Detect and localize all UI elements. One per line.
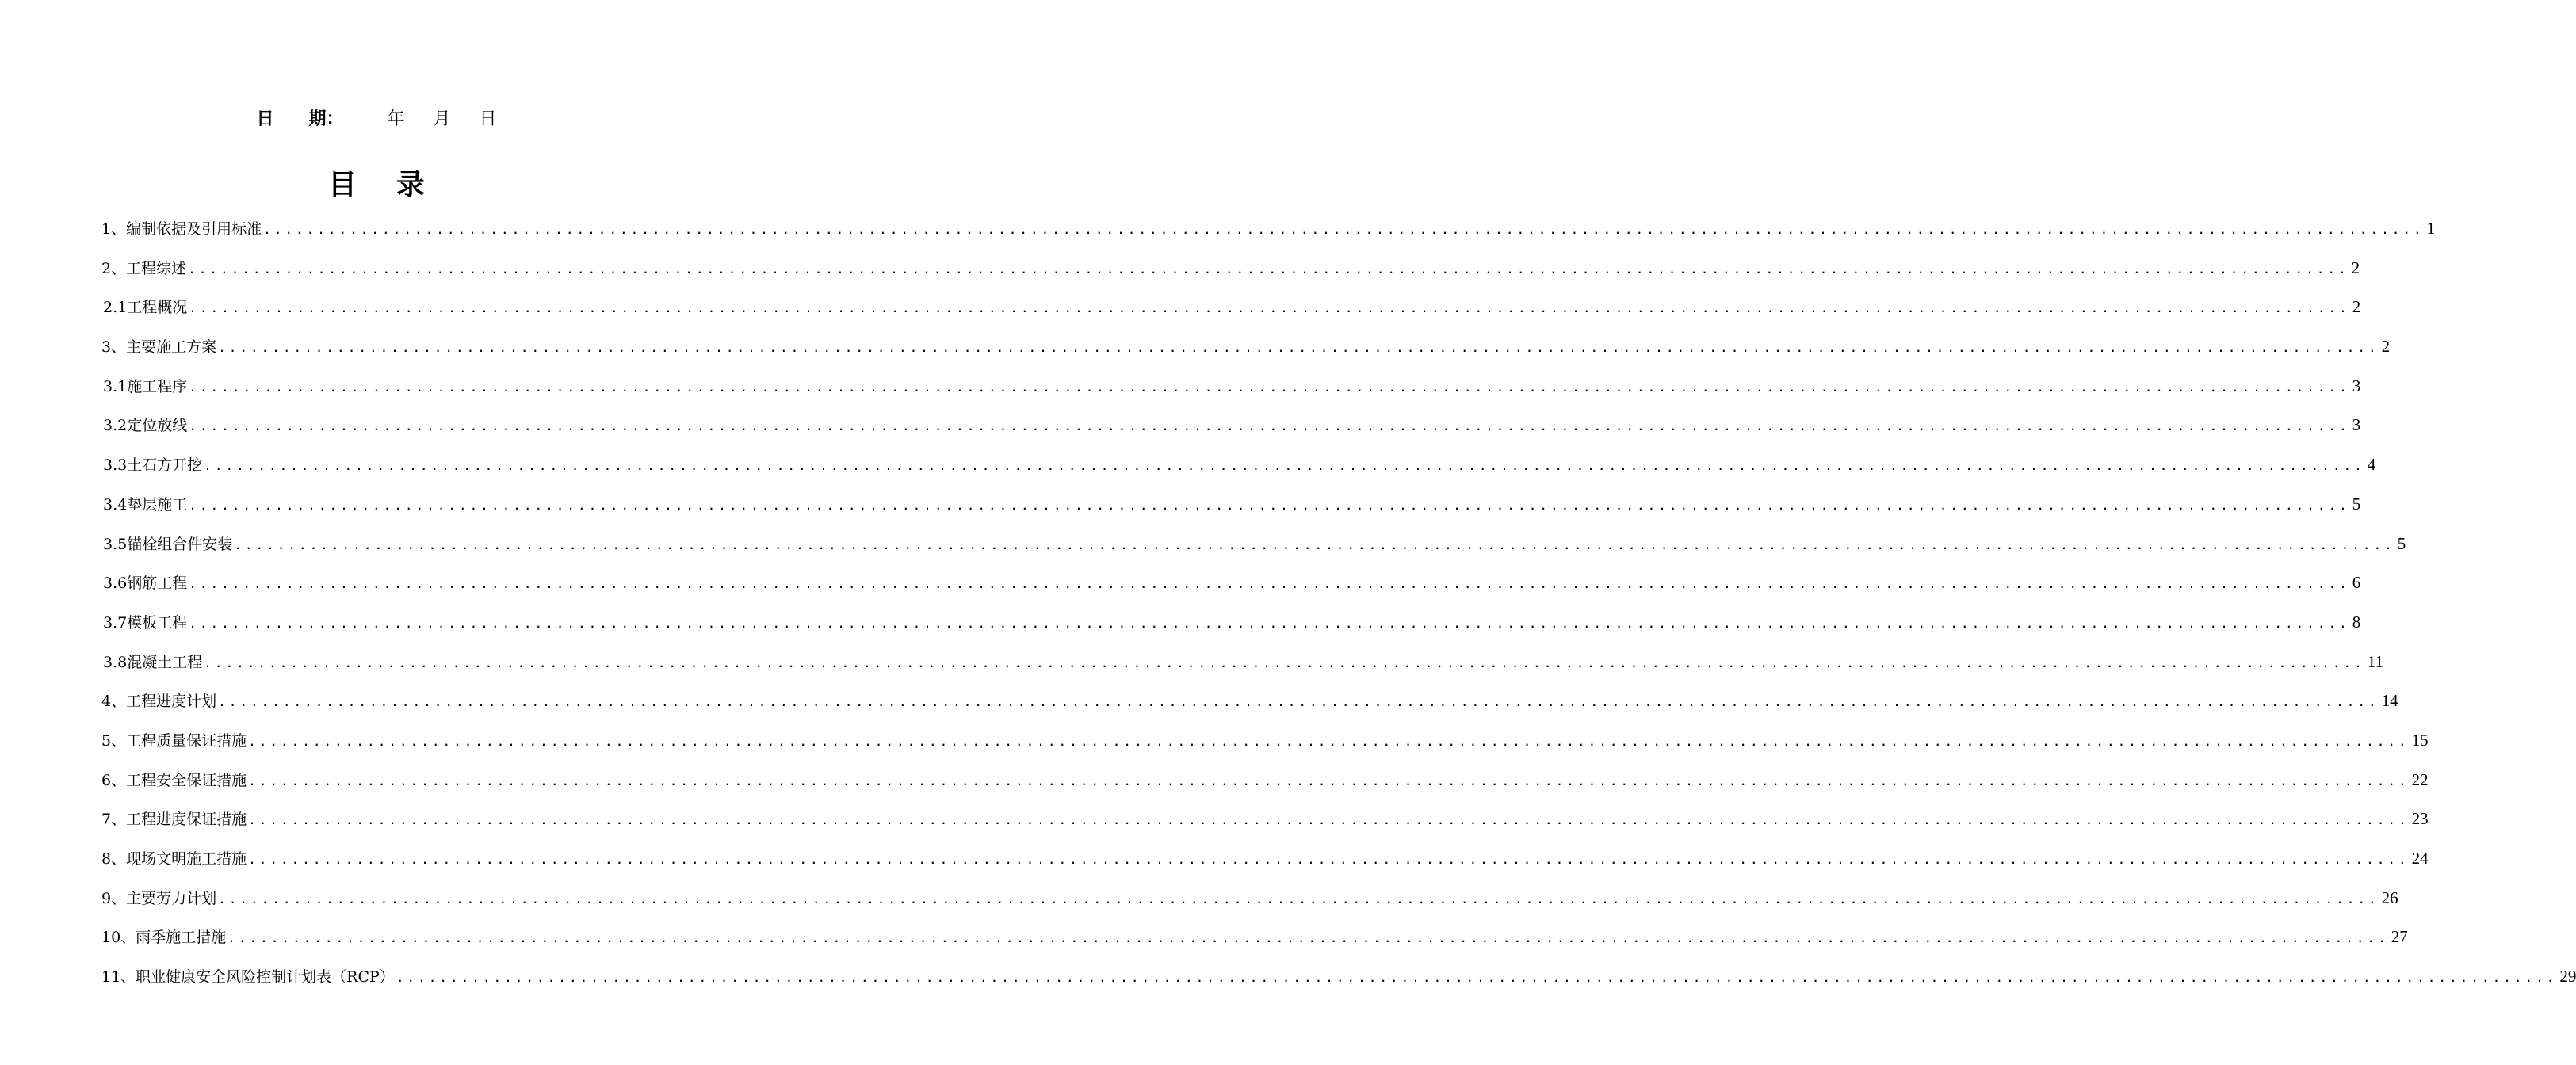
toc-entry-page-number: 1 xyxy=(2426,219,2436,238)
toc-dot-leader: ........................................................................................................................................................................................................ xyxy=(218,340,2379,356)
toc-dot-leader: ........................................................................................................................................................................................................ xyxy=(234,536,2395,552)
day-blank xyxy=(452,105,479,124)
toc-entry[interactable] xyxy=(101,766,2429,806)
toc-entry-label: 3.7模板工程 xyxy=(103,613,188,632)
toc-entry-label: 3.1施工程序 xyxy=(103,377,188,395)
toc-entry-label: 3.4垫层施工 xyxy=(103,495,188,513)
toc-entry-page-number: 11 xyxy=(2367,651,2384,671)
toc-entry-label: 3.6钢筋工程 xyxy=(103,574,188,593)
day-unit: 日 xyxy=(479,109,497,129)
toc-dot-leader: ........................................................................................................................................................................................................ xyxy=(396,970,2558,986)
year-unit: 年 xyxy=(387,109,405,129)
toc-entry-page-number: 4 xyxy=(2367,455,2376,475)
toc-entry[interactable] xyxy=(101,215,2436,254)
table-of-contents xyxy=(101,215,2576,1002)
toc-entry-label: 3、主要施工方案 xyxy=(101,338,217,357)
toc-entry-label: 4、工程进度计划 xyxy=(101,693,217,711)
toc-dot-leader: ........................................................................................................................................................................................................ xyxy=(189,615,2350,631)
toc-dot-leader: ........................................................................................................................................................................................................ xyxy=(218,694,2379,710)
toc-entry[interactable] xyxy=(101,293,2361,333)
toc-dot-leader: ........................................................................................................................................................................................................ xyxy=(204,655,2365,670)
toc-entry-label: 6、工程安全保证措施 xyxy=(101,771,247,789)
toc-entry-page-number: 14 xyxy=(2381,691,2398,711)
toc-entry-page-number: 27 xyxy=(2391,927,2408,947)
toc-entry-label: 8、现场文明施工措施 xyxy=(101,850,247,868)
toc-dot-leader: ........................................................................................................................................................................................................ xyxy=(218,891,2379,907)
toc-entry[interactable] xyxy=(101,569,2361,609)
toc-entry-label: 11、职业健康安全风险控制计划表（RCP） xyxy=(101,968,395,987)
toc-entry-page-number: 5 xyxy=(2352,494,2361,513)
toc-dot-leader: ........................................................................................................................................................................................................ xyxy=(248,733,2410,749)
toc-dot-leader: ........................................................................................................................................................................................................ xyxy=(188,261,2349,277)
toc-entry[interactable] xyxy=(101,491,2361,530)
toc-entry[interactable] xyxy=(101,805,2429,845)
toc-dot-leader: ........................................................................................................................................................................................................ xyxy=(189,300,2350,316)
toc-entry-page-number: 29 xyxy=(2559,967,2576,987)
toc-entry[interactable] xyxy=(101,254,2360,294)
date-label-qi: 期： xyxy=(308,109,344,129)
toc-entry-page-number: 6 xyxy=(2352,573,2361,593)
toc-entry-page-number: 2 xyxy=(2351,258,2360,277)
toc-entry[interactable] xyxy=(101,687,2398,727)
toc-entry-label: 3.5锚栓组合件安装 xyxy=(103,535,233,553)
toc-entry-page-number: 5 xyxy=(2397,533,2406,553)
toc-dot-leader: ........................................................................................................................................................................................................ xyxy=(204,458,2365,474)
toc-entry[interactable] xyxy=(101,923,2408,963)
toc-entry-page-number: 3 xyxy=(2352,376,2361,395)
toc-entry-label: 3.8混凝土工程 xyxy=(103,653,203,671)
toc-dot-leader: ........................................................................................................................................................................................................ xyxy=(189,418,2350,434)
date-line xyxy=(0,105,753,133)
toc-entry[interactable] xyxy=(101,648,2384,688)
toc-entry-page-number: 23 xyxy=(2411,809,2429,829)
toc-entry[interactable] xyxy=(101,372,2361,412)
toc-entry-label: 7、工程进度保证措施 xyxy=(101,811,247,829)
toc-entry-label: 5、工程质量保证措施 xyxy=(101,731,247,750)
toc-entry-page-number: 24 xyxy=(2411,849,2429,868)
toc-dot-leader: ........................................................................................................................................................................................................ xyxy=(189,497,2350,513)
toc-entry-page-number: 2 xyxy=(2352,297,2361,317)
toc-dot-leader: ........................................................................................................................................................................................................ xyxy=(189,379,2350,395)
toc-entry-page-number: 3 xyxy=(2352,415,2361,435)
toc-entry-page-number: 22 xyxy=(2411,769,2429,789)
toc-dot-leader: ........................................................................................................................................................................................................ xyxy=(248,852,2410,867)
toc-entry[interactable] xyxy=(101,609,2361,648)
toc-entry[interactable] xyxy=(101,845,2429,884)
month-blank xyxy=(406,105,433,124)
toc-entry-label: 1、编制依据及引用标准 xyxy=(101,220,262,238)
toc-entry[interactable] xyxy=(101,411,2361,451)
toc-entry[interactable] xyxy=(101,451,2376,491)
year-blank xyxy=(350,105,386,124)
month-unit: 月 xyxy=(433,109,451,129)
toc-entry[interactable] xyxy=(101,884,2398,924)
toc-entry-label: 3.3土石方开挖 xyxy=(103,456,203,475)
toc-dot-leader: ........................................................................................................................................................................................................ xyxy=(189,576,2350,592)
toc-entry[interactable] xyxy=(101,727,2429,766)
toc-entry[interactable] xyxy=(101,530,2406,570)
toc-entry-label: 10、雨季施工措施 xyxy=(101,929,227,947)
toc-entry-page-number: 8 xyxy=(2352,612,2361,632)
toc-entry-page-number: 26 xyxy=(2381,888,2398,907)
toc-entry-label: 2.1工程概况 xyxy=(103,299,188,317)
toc-dot-leader: ........................................................................................................................................................................................................ xyxy=(248,812,2410,828)
toc-entry[interactable] xyxy=(101,963,2576,1002)
toc-dot-leader: ........................................................................................................................................................................................................ xyxy=(248,773,2410,788)
toc-entry-label: 9、主要劳力计划 xyxy=(101,889,217,907)
date-label-ri: 日 xyxy=(256,109,274,129)
toc-entry[interactable] xyxy=(101,333,2391,372)
toc-dot-leader: ........................................................................................................................................................................................................ xyxy=(263,222,2425,237)
toc-title: 目录 xyxy=(327,168,464,201)
toc-entry-label: 2、工程综述 xyxy=(101,259,187,277)
toc-dot-leader: ........................................................................................................................................................................................................ xyxy=(227,930,2389,946)
toc-entry-page-number: 2 xyxy=(2381,337,2391,357)
toc-entry-label: 3.2定位放线 xyxy=(103,417,188,435)
toc-entry-page-number: 15 xyxy=(2411,730,2429,750)
